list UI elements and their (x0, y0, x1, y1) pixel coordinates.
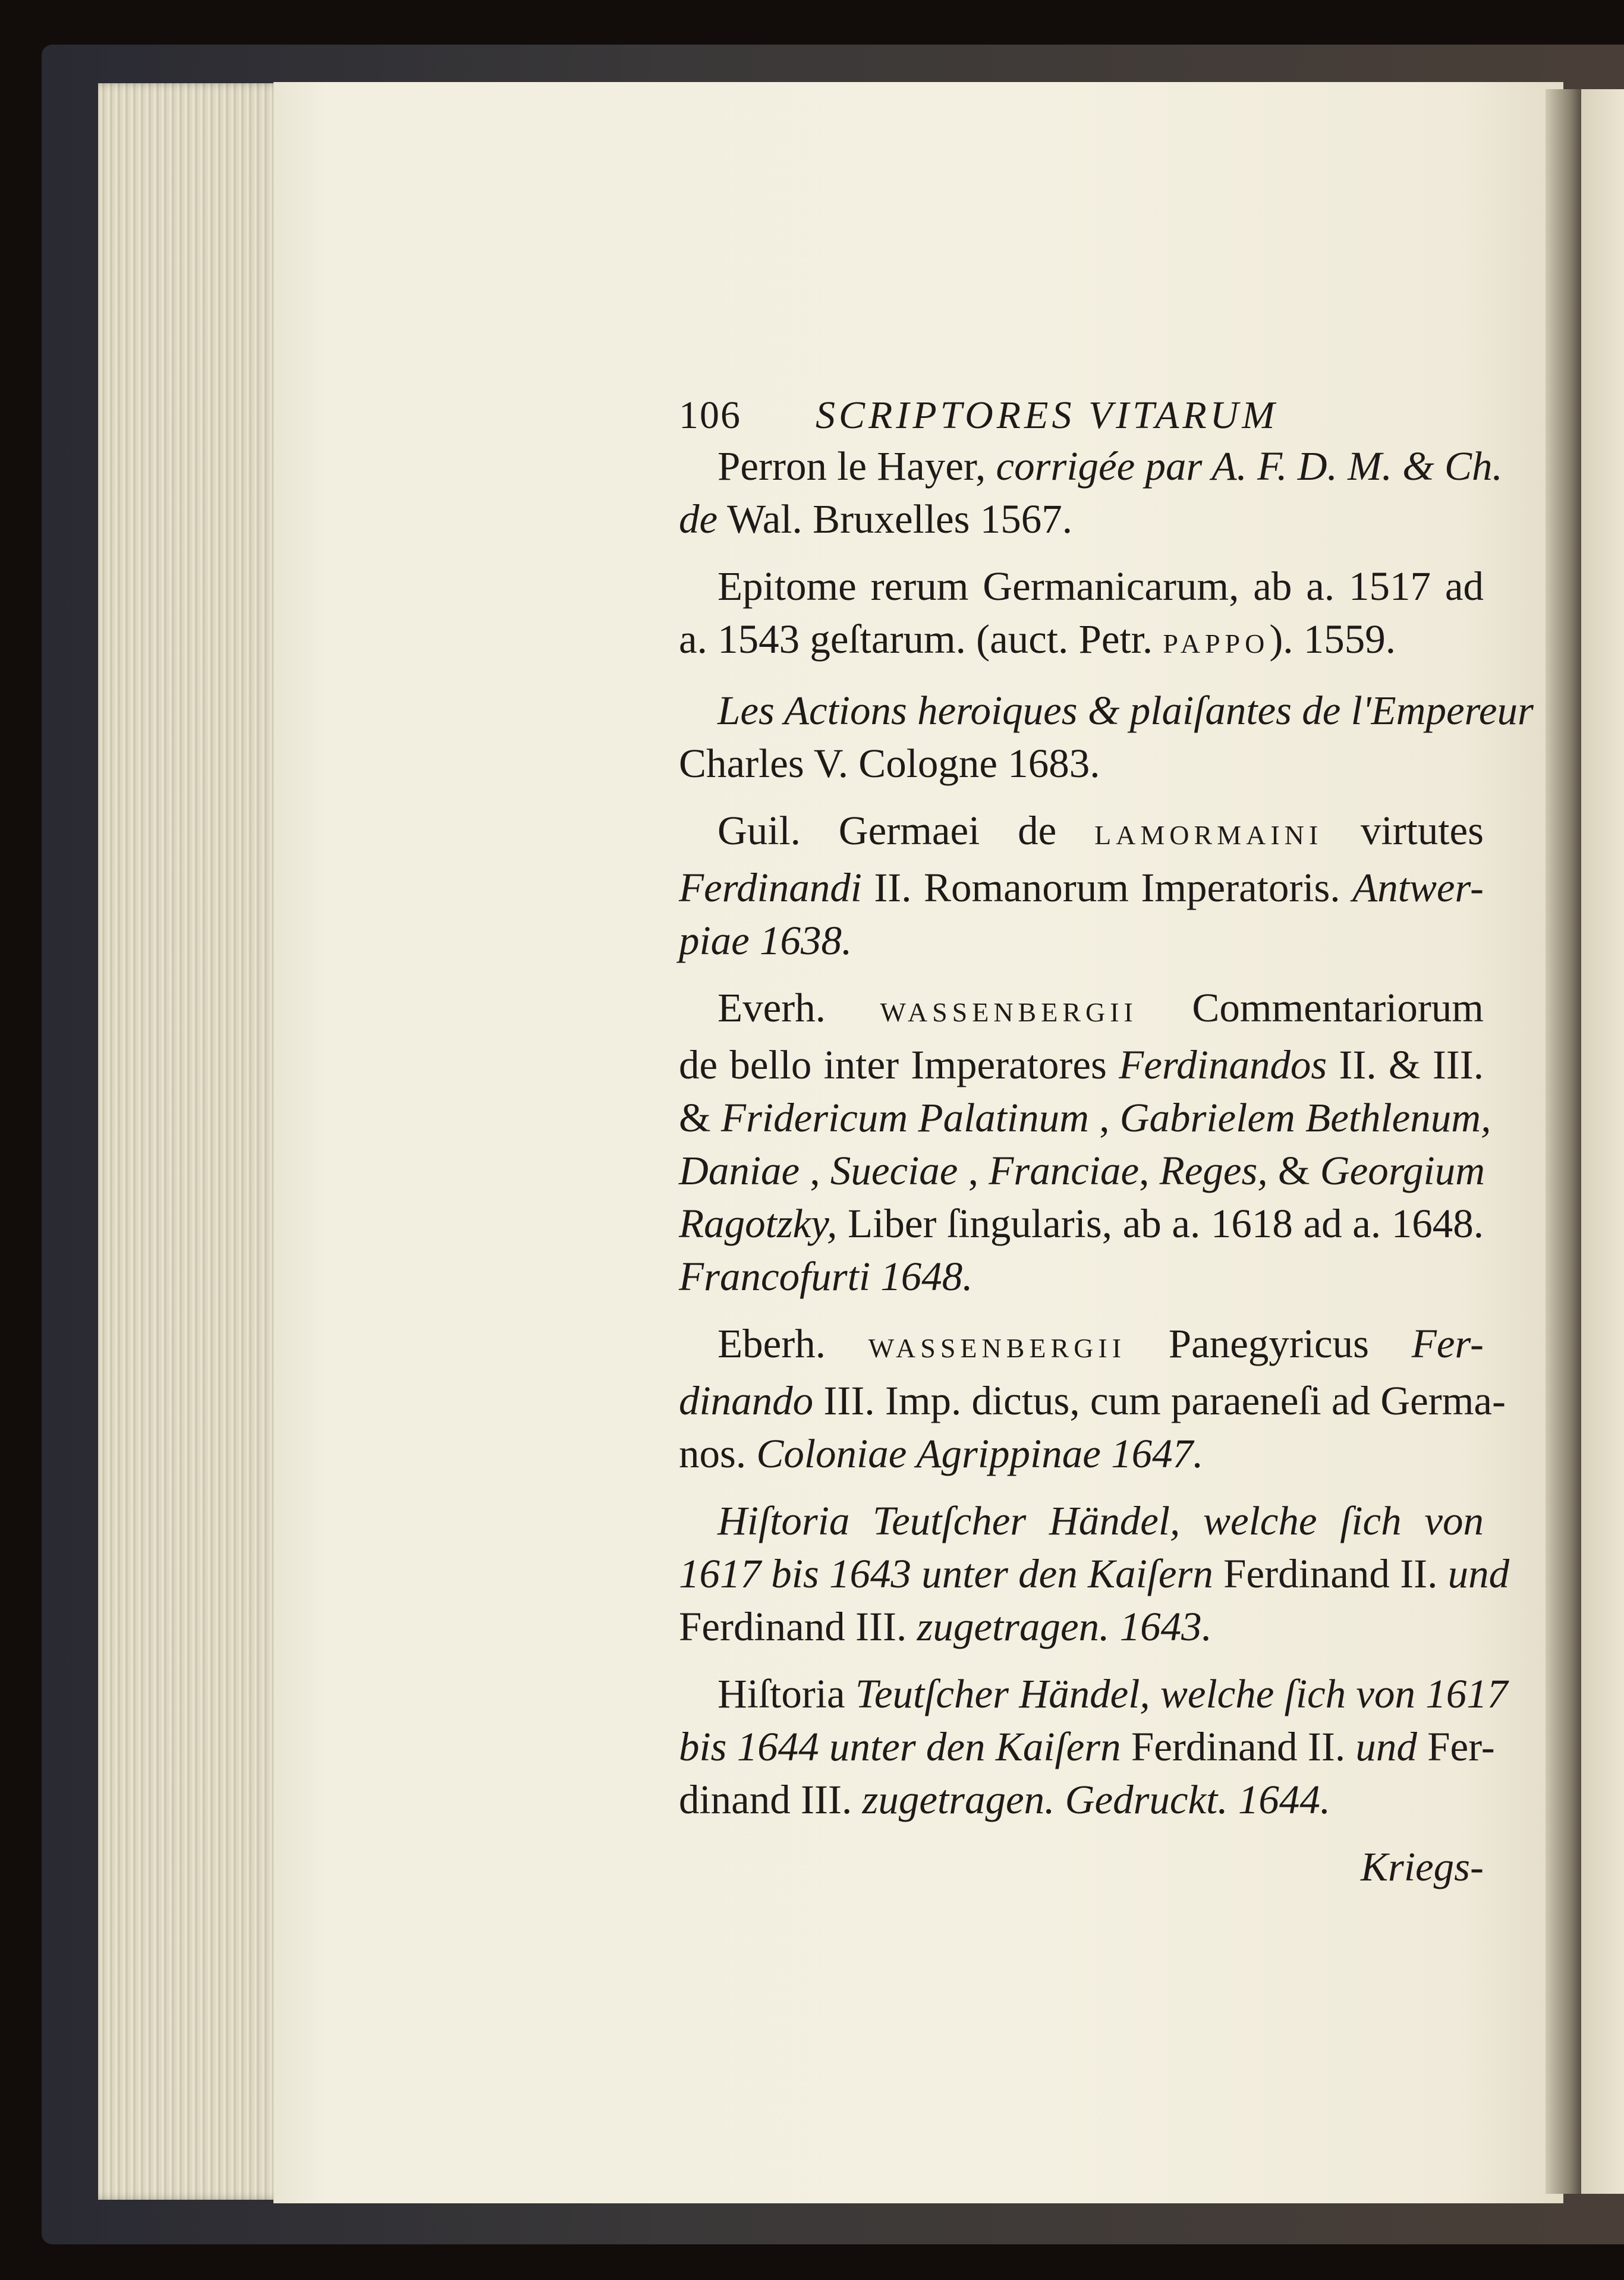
entry-line (679, 1495, 1484, 1548)
text-run: Wal. Bruxelles 1567. (717, 496, 1072, 542)
text-run: dinand III. (679, 1777, 863, 1822)
entry-line (679, 1427, 1484, 1480)
italic-text: piae 1638. (679, 918, 852, 963)
italic-text: Fridericum Palatinum (720, 1095, 1089, 1140)
text-run: II. Romanorum Imperatoris. (861, 865, 1353, 910)
entry-line (679, 1317, 1484, 1375)
italic-text: Ferdinandi (679, 865, 862, 910)
italic-text: de (679, 496, 718, 542)
text-run: II. & III. (1327, 1042, 1484, 1087)
entry-line (679, 613, 1484, 670)
italic-text: corrigée par A. F. D. M. & Ch. (996, 444, 1503, 489)
text-run: virtutes (1323, 808, 1484, 853)
text-run: Ferdinand II. (1213, 1551, 1448, 1596)
text-run: Perron le Hayer, (717, 444, 996, 489)
catchword: Kriegs- (1361, 1844, 1484, 1889)
text-run: Commentariorum (1137, 985, 1484, 1030)
entry-line (679, 1375, 1506, 1427)
text-run: , (1088, 1095, 1120, 1140)
italic-text: dinando (679, 1378, 814, 1423)
text-run: III. Imp. dictus, cum paraeneſi ad Germa- (813, 1378, 1506, 1423)
italic-text: und (1447, 1551, 1510, 1596)
entry-line (679, 560, 1484, 613)
entry-line (679, 440, 1503, 493)
author-name: LAMORMAINI (1094, 820, 1323, 850)
author-name: PAPPO (1163, 628, 1270, 659)
bibliography-entry (679, 560, 1484, 670)
bibliography-entry (679, 440, 1503, 546)
text-run: nos. (679, 1431, 757, 1476)
text-run: Fer- (1417, 1724, 1495, 1769)
page-number: 106 (679, 394, 741, 437)
facing-page-edge (1581, 89, 1624, 2194)
text-run: & (1267, 1148, 1320, 1193)
bibliography-entry (679, 804, 1484, 967)
author-name: WASSENBERGII (880, 997, 1138, 1027)
italic-text: Fer- (1411, 1321, 1484, 1366)
italic-text: Ragotzky, (679, 1201, 838, 1246)
bibliography-entries (679, 440, 1534, 1826)
italic-text: bis 1644 unter den Kaiſern (679, 1724, 1121, 1769)
italic-text: Hiſtoria Teutſcher Händel, welche ſich von (717, 1498, 1484, 1543)
entry-line (679, 804, 1484, 861)
running-header (679, 380, 1484, 440)
text-run: Guil. Germaei de (717, 808, 1095, 853)
italic-text: Antwer- (1352, 865, 1484, 910)
entry-line (679, 1039, 1484, 1092)
text-run: Liber ſingularis, ab a. 1618 ad a. 1648. (837, 1201, 1484, 1246)
italic-text: Gabrielem Bethlenum, (1119, 1095, 1491, 1140)
italic-text: zugetragen. 1643. (917, 1604, 1212, 1649)
entry-line (679, 1600, 1484, 1653)
italic-text: Les Actions heroiques & plaiſantes de l'Empereur (717, 688, 1534, 733)
entry-line (679, 861, 1484, 914)
entry-line (679, 982, 1484, 1039)
italic-text: 1617 bis 1643 unter den Kaiſern (679, 1551, 1213, 1596)
italic-text: Teutſcher Händel, welche ſich von 1617 (855, 1671, 1508, 1716)
running-title: SCRIPTORES VITARUM (816, 394, 1279, 437)
entry-line (679, 1197, 1484, 1250)
italic-text: Daniae (679, 1148, 800, 1193)
italic-text: Georgium (1320, 1148, 1485, 1193)
entry-line (679, 684, 1534, 737)
text-run: Charles V. Cologne 1683. (679, 741, 1100, 786)
text-run: & (679, 1095, 721, 1140)
text-run: Panegyricus (1126, 1321, 1412, 1366)
text-run: Eberh. (717, 1321, 868, 1366)
italic-text: Reges, (1159, 1148, 1268, 1193)
bibliography-entry (679, 982, 1491, 1303)
text-run: Ferdinand III. (679, 1604, 917, 1649)
italic-text: und (1355, 1724, 1417, 1769)
text-run: Ferdinand II. (1121, 1724, 1356, 1769)
text-run: a. 1543 geſtarum. (auct. Petr. (679, 617, 1163, 662)
bibliography-entry (679, 684, 1534, 790)
entry-line (679, 1144, 1484, 1197)
entry-line (679, 1548, 1510, 1600)
entry-line (679, 1773, 1484, 1826)
italic-text: Coloniae Agrippinae 1647. (756, 1431, 1204, 1476)
text-run: , (1139, 1148, 1160, 1193)
italic-text: Franciae (989, 1148, 1140, 1193)
text-run: Hiſtoria (717, 1671, 855, 1716)
author-name: WASSENBERGII (868, 1333, 1126, 1363)
text-run: Everh. (717, 985, 880, 1030)
italic-text: zugetragen. Gedruckt. 1644. (862, 1777, 1331, 1822)
entry-line (679, 1250, 1484, 1303)
text-run: Epitome rerum Germanicarum, ab a. 1517 ad (717, 564, 1484, 609)
bibliography-entry (679, 1495, 1510, 1653)
text-run: de bello inter Imperatores (679, 1042, 1119, 1087)
page-edges (98, 83, 282, 2200)
entry-line (679, 1721, 1495, 1773)
entry-line (679, 1092, 1491, 1144)
italic-text: Sueciae (830, 1148, 958, 1193)
entry-line (679, 737, 1484, 790)
bibliography-entry (679, 1668, 1508, 1826)
entry-line (679, 493, 1484, 546)
entry-line (679, 1668, 1508, 1721)
text-run: , (958, 1148, 989, 1193)
text-run: , (800, 1148, 830, 1193)
text-run: ). 1559. (1269, 617, 1396, 662)
page-text (679, 380, 1534, 1894)
italic-text: Francofurti 1648. (679, 1254, 973, 1299)
entry-line (679, 914, 1484, 967)
italic-text: Ferdinandos (1119, 1042, 1327, 1087)
bibliography-entry (679, 1317, 1506, 1480)
